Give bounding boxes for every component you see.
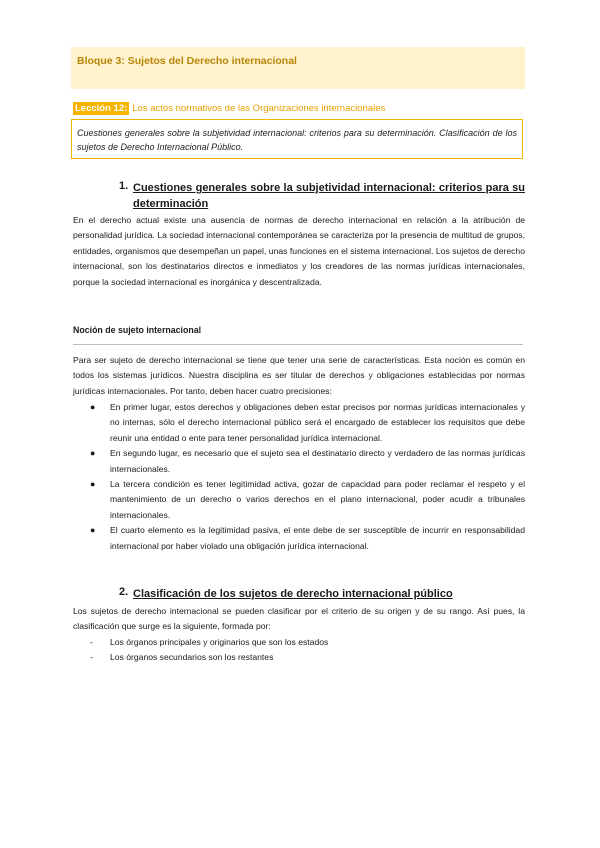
- clasificacion-list: [73, 635, 525, 666]
- bullet-icon: ●: [90, 402, 96, 412]
- divider-rule: [73, 344, 523, 345]
- bullet-icon: ●: [90, 448, 96, 459]
- leccion-tag: Lección 12:: [75, 103, 128, 114]
- list-item-text: Los órganos principales y originarios que son los estados: [110, 637, 329, 647]
- list-item: [73, 523, 525, 554]
- list-item-text: Los órganos secundarios son los restantes: [110, 652, 274, 663]
- subheading-nocion: Noción de sujeto internacional: [73, 325, 202, 335]
- section1-title: Cuestiones generales sobre la subjetividad internacional: criterios para su determinación: [133, 182, 525, 210]
- dash-icon: -: [90, 652, 93, 663]
- bloque-header-box: [71, 47, 525, 89]
- precisiones-list: [73, 400, 525, 554]
- section1-heading: [73, 180, 525, 212]
- list-item: [73, 446, 525, 477]
- leccion-line: [73, 103, 385, 114]
- section1-paragraph: En el derecho actual existe una ausencia de normas de derecho internacional en relación a la atribución de personalidad jurídica. La sociedad internacional contemporánea se caracteriza por la presencia de multitud de grupos, entidades, organismos que desempeñan un papel, unas funciones en el sistema internacional. Los sujetos de derecho internacional, son los destinatarios directos e inmediatos y los creadores de las normas jurídicas internacionales, porque la sociedad internacional es inorgánica y descentralizada.: [73, 215, 525, 287]
- bullet-icon: ●: [90, 479, 96, 490]
- summary-box: Cuestiones generales sobre la subjetividad internacional: criterios para su determinación. Clasificación de los sujetos de Derecho Internacional Público.: [71, 119, 523, 159]
- list-item-text: La tercera condición es tener legitimidad activa, gozar de capacidad para poder reclamar el respeto y el mantenimiento de un derecho o varios derechos en el plano internacional, poder acudir a tribunales internacionales.: [110, 479, 525, 520]
- bloque-title: Bloque 3: Sujetos del Derecho internacional: [77, 55, 297, 67]
- section1-paragraph2: Para ser sujeto de derecho internacional se tiene que tener una serie de características. Esta noción es común en todos los sistemas jurídicos. Nuestra disciplina es ser titular de derechos y obligaciones establecidas por normas jurídicas internacionales. Por tanto, deben hacer cuatro precisiones:: [73, 355, 525, 396]
- section2-title: Clasificación de los sujetos de derecho internacional público: [133, 588, 453, 600]
- leccion-title: Los actos normativos de las Organizaciones internacionales: [132, 103, 386, 114]
- section1-number: 1.: [119, 180, 129, 192]
- list-item: [73, 635, 525, 650]
- bullet-icon: ●: [90, 525, 96, 536]
- list-item: [73, 400, 525, 446]
- section2-number: 2.: [119, 586, 129, 598]
- section2-heading: [73, 586, 525, 602]
- section2-paragraph: Los sujetos de derecho internacional se pueden clasificar por el criterio de su origen y de su rango. Así pues, la clasificación que surge es la siguiente, formada por:: [73, 606, 525, 632]
- list-item-text: En primer lugar, estos derechos y obligaciones deben estar precisos por normas jurídicas internacionales y no internas, sólo el derecho internacional público será el encargado de establecer los requisitos que debe reunir una entidad o ente para tener personalidad jurídica internacional.: [110, 402, 525, 443]
- list-item: [73, 477, 525, 523]
- list-item-text: En segundo lugar, es necesario que el sujeto sea el destinatario directo y verdadero de las normas jurídicas internacionales.: [110, 448, 525, 474]
- list-item-text: El cuarto elemento es la legitimidad pasiva, el ente debe de ser susceptible de incurrir en responsabilidad internacional por haber violado una obligación jurídica internacional.: [110, 525, 525, 551]
- list-item: [73, 650, 525, 665]
- dash-icon: -: [90, 637, 93, 647]
